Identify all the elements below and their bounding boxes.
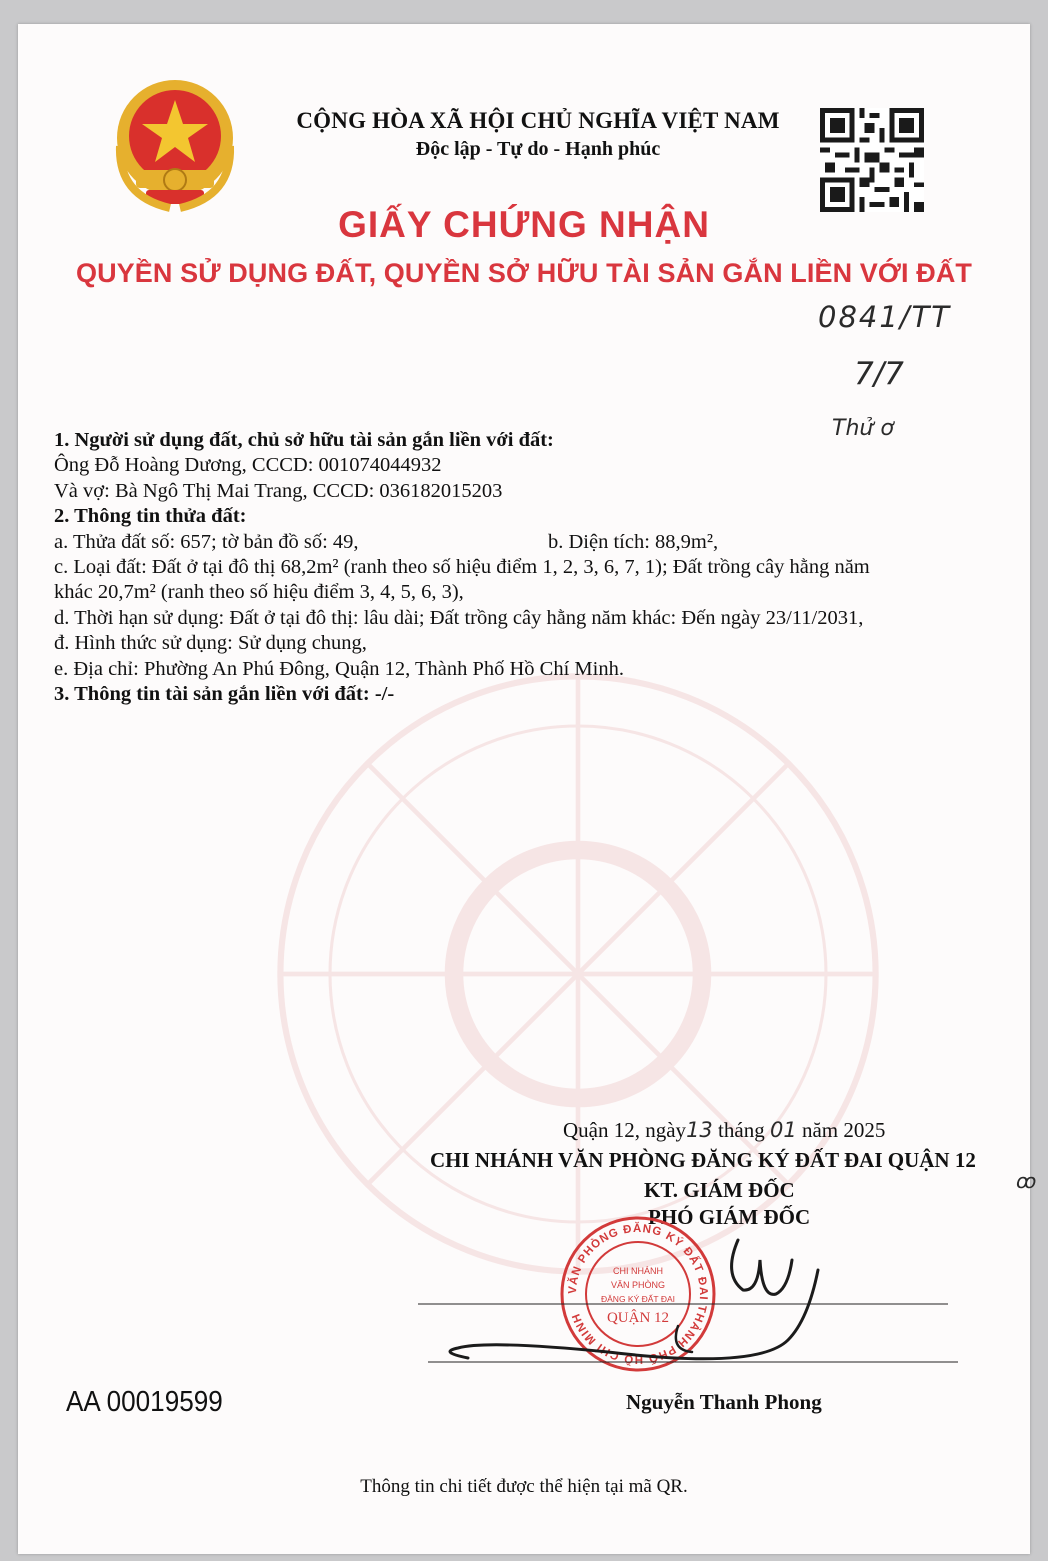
- owner-2: Và vợ: Bà Ngô Thị Mai Trang, CCCD: 036182015203: [54, 479, 503, 502]
- serial-number: AA 00019599: [66, 1386, 223, 1418]
- stamp-line-1: CHI NHÁNH: [612, 1266, 664, 1276]
- parcel-area: b. Diện tích: 88,9m²,: [548, 530, 719, 553]
- usage-term: d. Thời hạn sử dụng: Đất ở tại đô thị: lâu dài; Đất trồng cây hằng năm khác: Đến ngày 23/11/2031,: [54, 606, 864, 629]
- footer-note: Thông tin chi tiết được thể hiện tại mã QR.: [360, 1476, 688, 1497]
- usage-form: đ. Hình thức sử dụng: Sử dụng chung,: [54, 632, 367, 655]
- parcel-row-a-b: [54, 530, 1014, 555]
- parcel-number: a. Thửa đất số: 657; tờ bản đồ số: 49,: [54, 530, 359, 553]
- stamp-line-3: ĐĂNG KÝ ĐẤT ĐAI: [601, 1294, 675, 1304]
- background-seal-watermark: [268, 664, 888, 1284]
- handwritten-note-initials: Thử ơ: [832, 416, 894, 441]
- certificate-content: [54, 428, 1014, 707]
- certificate-page: [18, 24, 1037, 1554]
- signer-position-2: PHÓ GIÁM ĐỐC: [648, 1205, 811, 1229]
- certificate-subtitle: QUYỀN SỬ DỤNG ĐẤT, QUYỀN SỞ HỮU TÀI SẢN GẮN LIỀN VỚI ĐẤT: [75, 258, 973, 288]
- section-3-heading: 3. Thông tin tài sản gắn liền với đất: -/-: [54, 683, 395, 706]
- handwritten-note-page: 7/7: [854, 356, 904, 392]
- issue-date: [563, 1118, 885, 1143]
- land-type-line-2: khác 20,7m² (ranh theo số hiệu điểm 3, 4, 5, 6, 3),: [54, 581, 464, 604]
- national-motto: Độc lập - Tự do - Hạnh phúc: [415, 138, 661, 160]
- country-name: CỘNG HÒA XÃ HỘI CHỦ NGHĨA VIỆT NAM: [296, 108, 780, 133]
- certificate-title: GIẤY CHỨNG NHẬN: [338, 204, 710, 245]
- stamp-ring-text: VĂN PHÒNG ĐĂNG KÝ ĐẤT ĐAI THÀNH PHỐ HỒ CHÍ MINH: [566, 1222, 710, 1366]
- handwritten-signature: [408, 1220, 968, 1390]
- date-day: 13: [686, 1118, 713, 1142]
- owner-1: Ông Đỗ Hoàng Dương, CCCD: 001074044932: [54, 454, 442, 477]
- section-1-heading: 1. Người sử dụng đất, chủ sở hữu tài sản gắn liền với đất:: [54, 429, 554, 451]
- date-prefix: Quận 12, ngày: [563, 1118, 687, 1142]
- land-type-line-1: c. Loại đất: Đất ở tại đô thị 68,2m² (ranh theo số hiệu điểm 1, 2, 3, 6, 7, 1); Đất trồng cây hằng năm: [54, 556, 870, 579]
- stamp-line-2: VĂN PHÒNG: [610, 1280, 666, 1290]
- handwritten-mark: ꝏ: [1016, 1169, 1037, 1193]
- signer-name: Nguyễn Thanh Phong: [626, 1390, 822, 1414]
- handwritten-note-number: 0841/TT: [818, 300, 952, 334]
- date-month-word: tháng: [718, 1118, 765, 1142]
- signer-position-1: KT. GIÁM ĐỐC: [644, 1178, 795, 1202]
- section-2-heading: 2. Thông tin thửa đất:: [54, 505, 247, 528]
- address: e. Địa chỉ: Phường An Phú Đông, Quận 12, Thành Phố Hồ Chí Minh.: [54, 657, 624, 680]
- date-month: 01: [769, 1118, 797, 1142]
- stamp-line-4: QUẬN 12: [606, 1310, 670, 1326]
- date-year: năm 2025: [801, 1118, 886, 1142]
- issuing-office: CHI NHÁNH VĂN PHÒNG ĐĂNG KÝ ĐẤT ĐAI QUẬN 12: [430, 1148, 976, 1172]
